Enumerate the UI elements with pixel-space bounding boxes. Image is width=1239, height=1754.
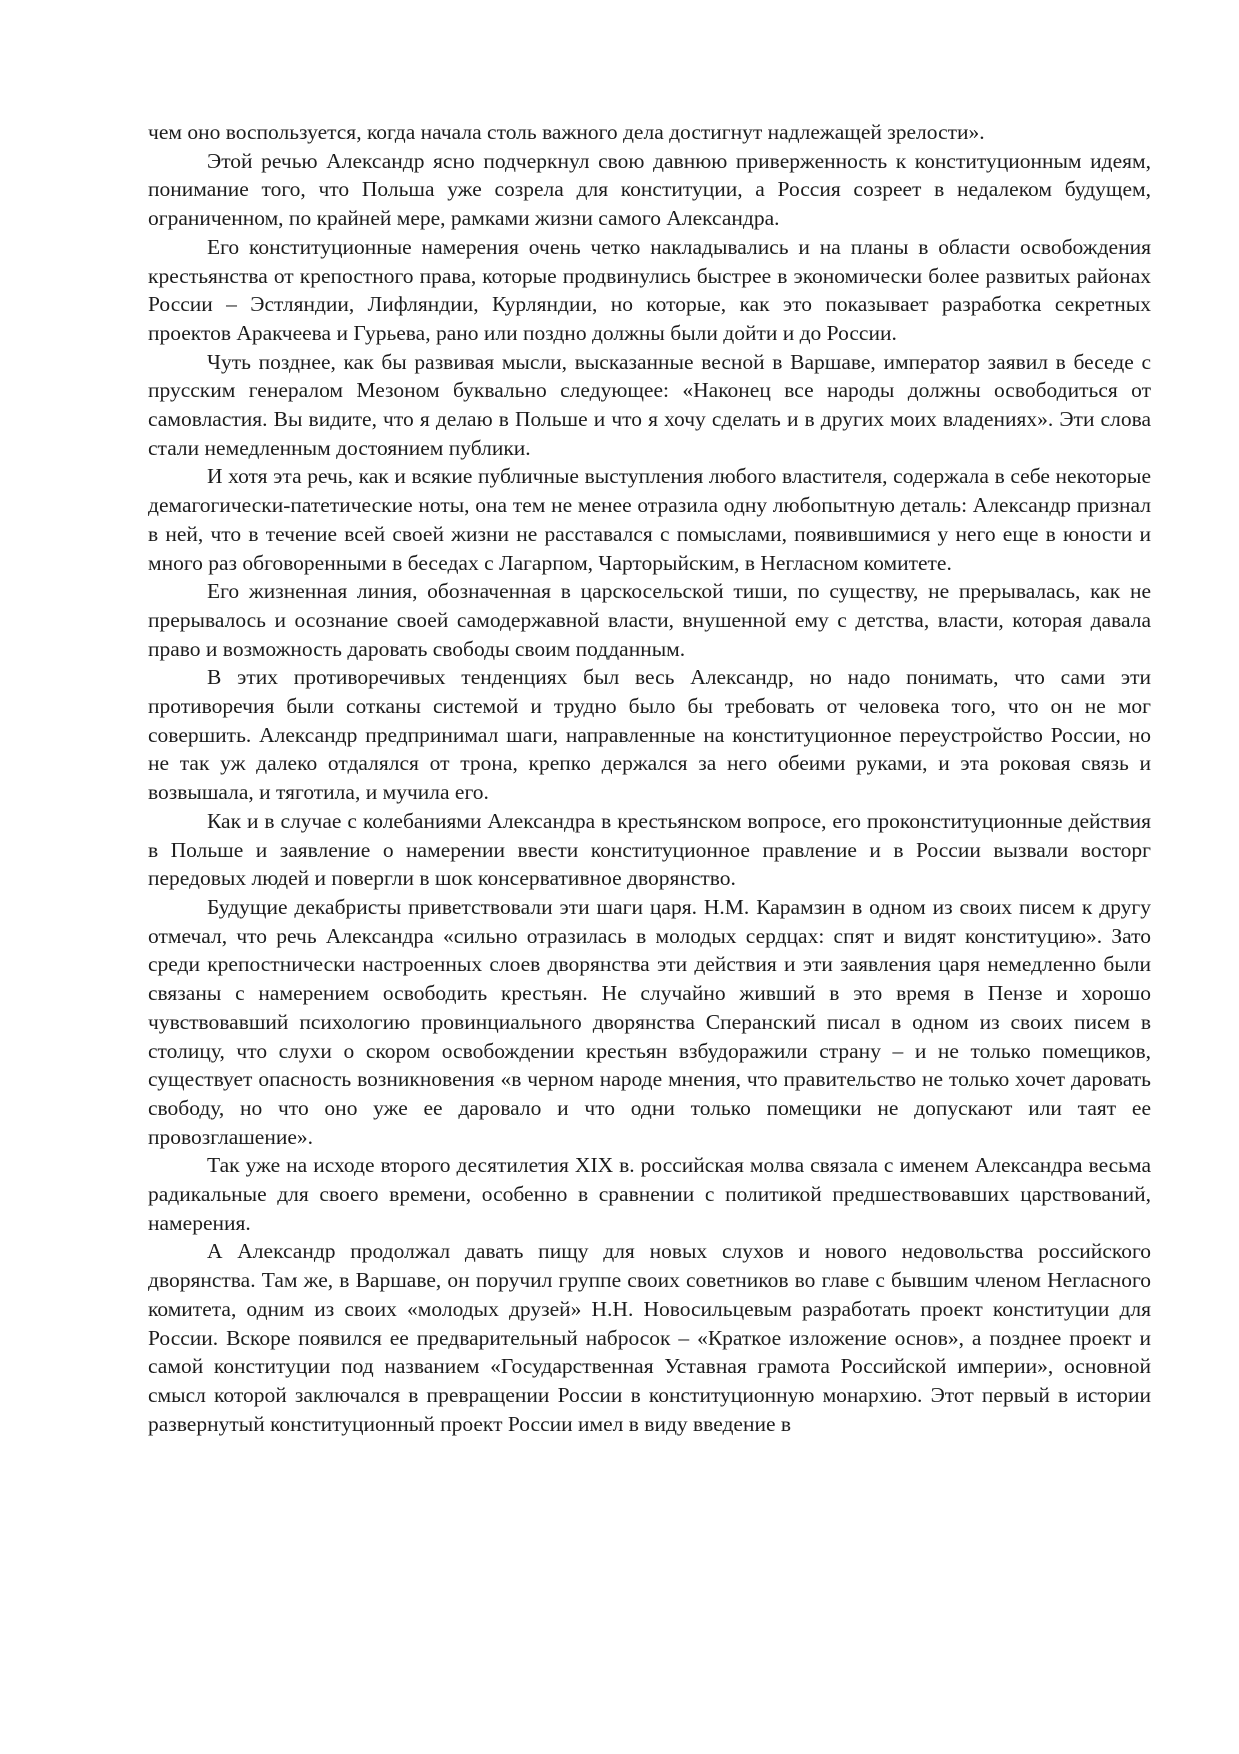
paragraph: чем оно воспользуется, когда начала столь важного дела достигнут надлежащей зрелости».: [148, 120, 985, 144]
paragraph: Чуть позднее, как бы развивая мысли, высказанные весной в Варшаве, император заявил в беседе с прусским генералом Мезоном буквально следующее: «Наконец все народы должны освободиться от самовластия. Вы видите, что я делаю в Польше и что я хочу сделать и в других моих владениях». Эти слова стали немедленным достоянием публики.: [148, 349, 1151, 460]
paragraph: А Александр продолжал давать пищу для новых слухов и нового недовольства российского дворянства. Там же, в Варшаве, он поручил группе своих советников во главе с бывшим членом Негласного комитета, одним из своих «молодых друзей» Н.Н. Новосильцевым разработать проект конституции для России. Вскоре появился ее предварительный набросок – «Краткое изложение основ», а позднее проект и самой конституции под названием «Государственная Уставная грамота Российской империи», основной смысл которой заключался в превращении России в конституционную монархию. Этот первый в истории развернутый конституционный проект России имел в виду введение в: [148, 1239, 1151, 1436]
body-text: [148, 118, 1151, 1438]
paragraph: И хотя эта речь, как и всякие публичные выступления любого властителя, содержала в себе некоторые демагогически-патетические ноты, она тем не менее отразила одну любопытную деталь: Александр признал в ней, что в течение всей своей жизни не расставался с помыслами, появившимися у него еще в юности и много раз обговоренными в беседах с Лагарпом, Чарторыйским, в Негласном комитете.: [148, 464, 1151, 575]
paragraph: Этой речью Александр ясно подчеркнул свою давнюю приверженность к конституционным идеям, понимание того, что Польша уже созрела для конституции, а Россия созреет в недалеком будущем, ограниченном, по крайней мере, рамками жизни самого Александра.: [148, 148, 1151, 231]
paragraph: В этих противоречивых тенденциях был весь Александр, но надо понимать, что сами эти противоречия были сотканы системой и трудно было бы требовать от человека того, что он не мог совершить. Александр предпринимал шаги, направленные на конституционное переустройство России, но не так уж далеко отдалялся от трона, крепко держался за него обеими руками, и эта роковая связь и возвышала, и тяготила, и мучила его.: [148, 665, 1151, 805]
paragraph: Будущие декабристы приветствовали эти шаги царя. Н.М. Карамзин в одном из своих писем к другу отмечал, что речь Александра «сильно отразилась в молодых сердцах: спят и видят конституцию». Зато среди крепостнически настроенных слоев дворянства эти действия и эти заявления царя немедленно были связаны с намерением освободить крестьян. Не случайно живший в это время в Пензе и хорошо чувствовавший психологию провинциального дворянства Сперанский писал в одном из своих писем в столицу, что слухи о скором освобождении крестьян взбудоражили страну – и не только помещиков, существует опасность возникновения «в черном народе мнения, что правительство не только хочет даровать свободу, но что оно уже ее даровало и что одни только помещики не допускают или таят ее провозглашение».: [148, 894, 1151, 1149]
paragraph: Как и в случае с колебаниями Александра в крестьянском вопросе, его проконституционные действия в Польше и заявление о намерении ввести конституционное правление и в России вызвали восторг передовых людей и повергли в шок консервативное дворянство.: [148, 808, 1151, 891]
paragraph: Его жизненная линия, обозначенная в царскосельской тиши, по существу, не прерывалась, как не прерывалось и осознание своей самодержавной власти, внушенной ему с детства, власти, которая давала право и возможность даровать свободы своим подданным.: [148, 579, 1151, 661]
paragraph: Так уже на исходе второго десятилетия XIX в. российская молва связала с именем Александра весьма радикальные для своего времени, особенно в сравнении с политикой предшествовавших царствований, намерения.: [148, 1153, 1151, 1235]
paragraph: Его конституционные намерения очень четко накладывались и на планы в области освобождения крестьянства от крепостного права, которые продвинулись быстрее в экономически более развитых районах России – Эстляндии, Лифляндии, Курляндии, но которые, как это показывает разработка секретных проектов Аракчеева и Гурьева, рано или поздно должны были дойти и до России.: [148, 234, 1151, 345]
